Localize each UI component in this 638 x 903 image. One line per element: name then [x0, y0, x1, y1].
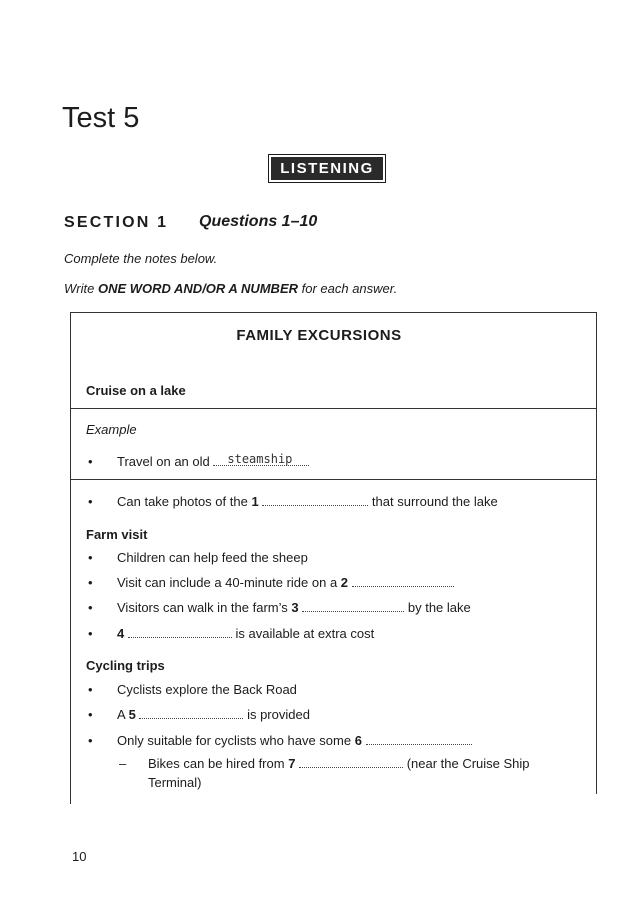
example-answer: steamship [227, 452, 293, 466]
cruise-heading: Cruise on a lake [86, 383, 186, 398]
table-divider-example-bottom [70, 479, 597, 480]
instruction-complete-notes: Complete the notes below. [64, 251, 218, 266]
bullet-icon: • [88, 707, 93, 722]
question-7-blank[interactable] [299, 757, 403, 768]
bullet-icon: • [88, 454, 93, 469]
question-3-line: Visitors can walk in the farm’s 3 by the lake [117, 600, 471, 615]
question-3-blank[interactable] [302, 601, 404, 612]
question-4-line: 4 is available at extra cost [117, 626, 375, 641]
test-title: Test 5 [62, 102, 140, 134]
farm-heading: Farm visit [86, 527, 148, 542]
question-5-blank[interactable] [139, 708, 243, 719]
example-line: Travel on an old steamship [117, 454, 309, 469]
table-border-right [596, 312, 597, 794]
question-2-number: 2 [340, 575, 349, 590]
listening-badge [268, 154, 386, 183]
question-6-line: Only suitable for cyclists who have some 6 [117, 733, 472, 748]
question-5-number: 5 [128, 707, 136, 722]
question-6-number: 6 [354, 733, 362, 748]
question-4-number: 4 [117, 626, 125, 641]
example-label: Example [86, 422, 137, 437]
question-7-line-continued: Terminal) [148, 775, 202, 790]
section-label: SECTION 1 [64, 214, 169, 231]
table-title: FAMILY EXCURSIONS [236, 327, 402, 344]
farm-item-sheep: Children can help feed the sheep [117, 550, 308, 565]
question-2-line: Visit can include a 40-minute ride on a 2 [117, 575, 454, 590]
question-7-line: Bikes can be hired from 7 (near the Cruise Ship [148, 756, 530, 771]
bullet-icon: • [88, 550, 93, 565]
table-border-left [70, 312, 71, 804]
cycling-heading: Cycling trips [86, 658, 165, 673]
bullet-icon: • [88, 575, 93, 590]
bullet-icon: • [88, 682, 93, 697]
example-answer-blank [213, 452, 309, 466]
question-1-number: 1 [251, 494, 259, 509]
bullet-icon: • [88, 733, 93, 748]
listening-badge-label: LISTENING [271, 157, 383, 180]
question-2-blank[interactable] [352, 576, 454, 587]
question-5-line: A 5 is provided [117, 707, 310, 722]
dash-icon: – [119, 756, 127, 771]
page-number: 10 [72, 849, 87, 864]
table-border-top [70, 312, 597, 313]
instruction-word-limit: Write ONE WORD AND/OR A NUMBER for each answer. [64, 281, 398, 296]
question-1-blank[interactable] [262, 495, 368, 506]
question-6-blank[interactable] [366, 734, 472, 745]
question-1-line: Can take photos of the 1 that surround the lake [117, 494, 498, 509]
question-4-blank[interactable] [128, 627, 232, 638]
questions-label: Questions 1–10 [199, 213, 318, 230]
bullet-icon: • [88, 494, 93, 509]
bullet-icon: • [88, 600, 93, 615]
question-3-number: 3 [291, 600, 299, 615]
bullet-icon: • [88, 626, 93, 641]
table-divider-example-top [70, 408, 597, 409]
question-7-number: 7 [288, 756, 296, 771]
cycling-item-back-road: Cyclists explore the Back Road [117, 682, 297, 697]
